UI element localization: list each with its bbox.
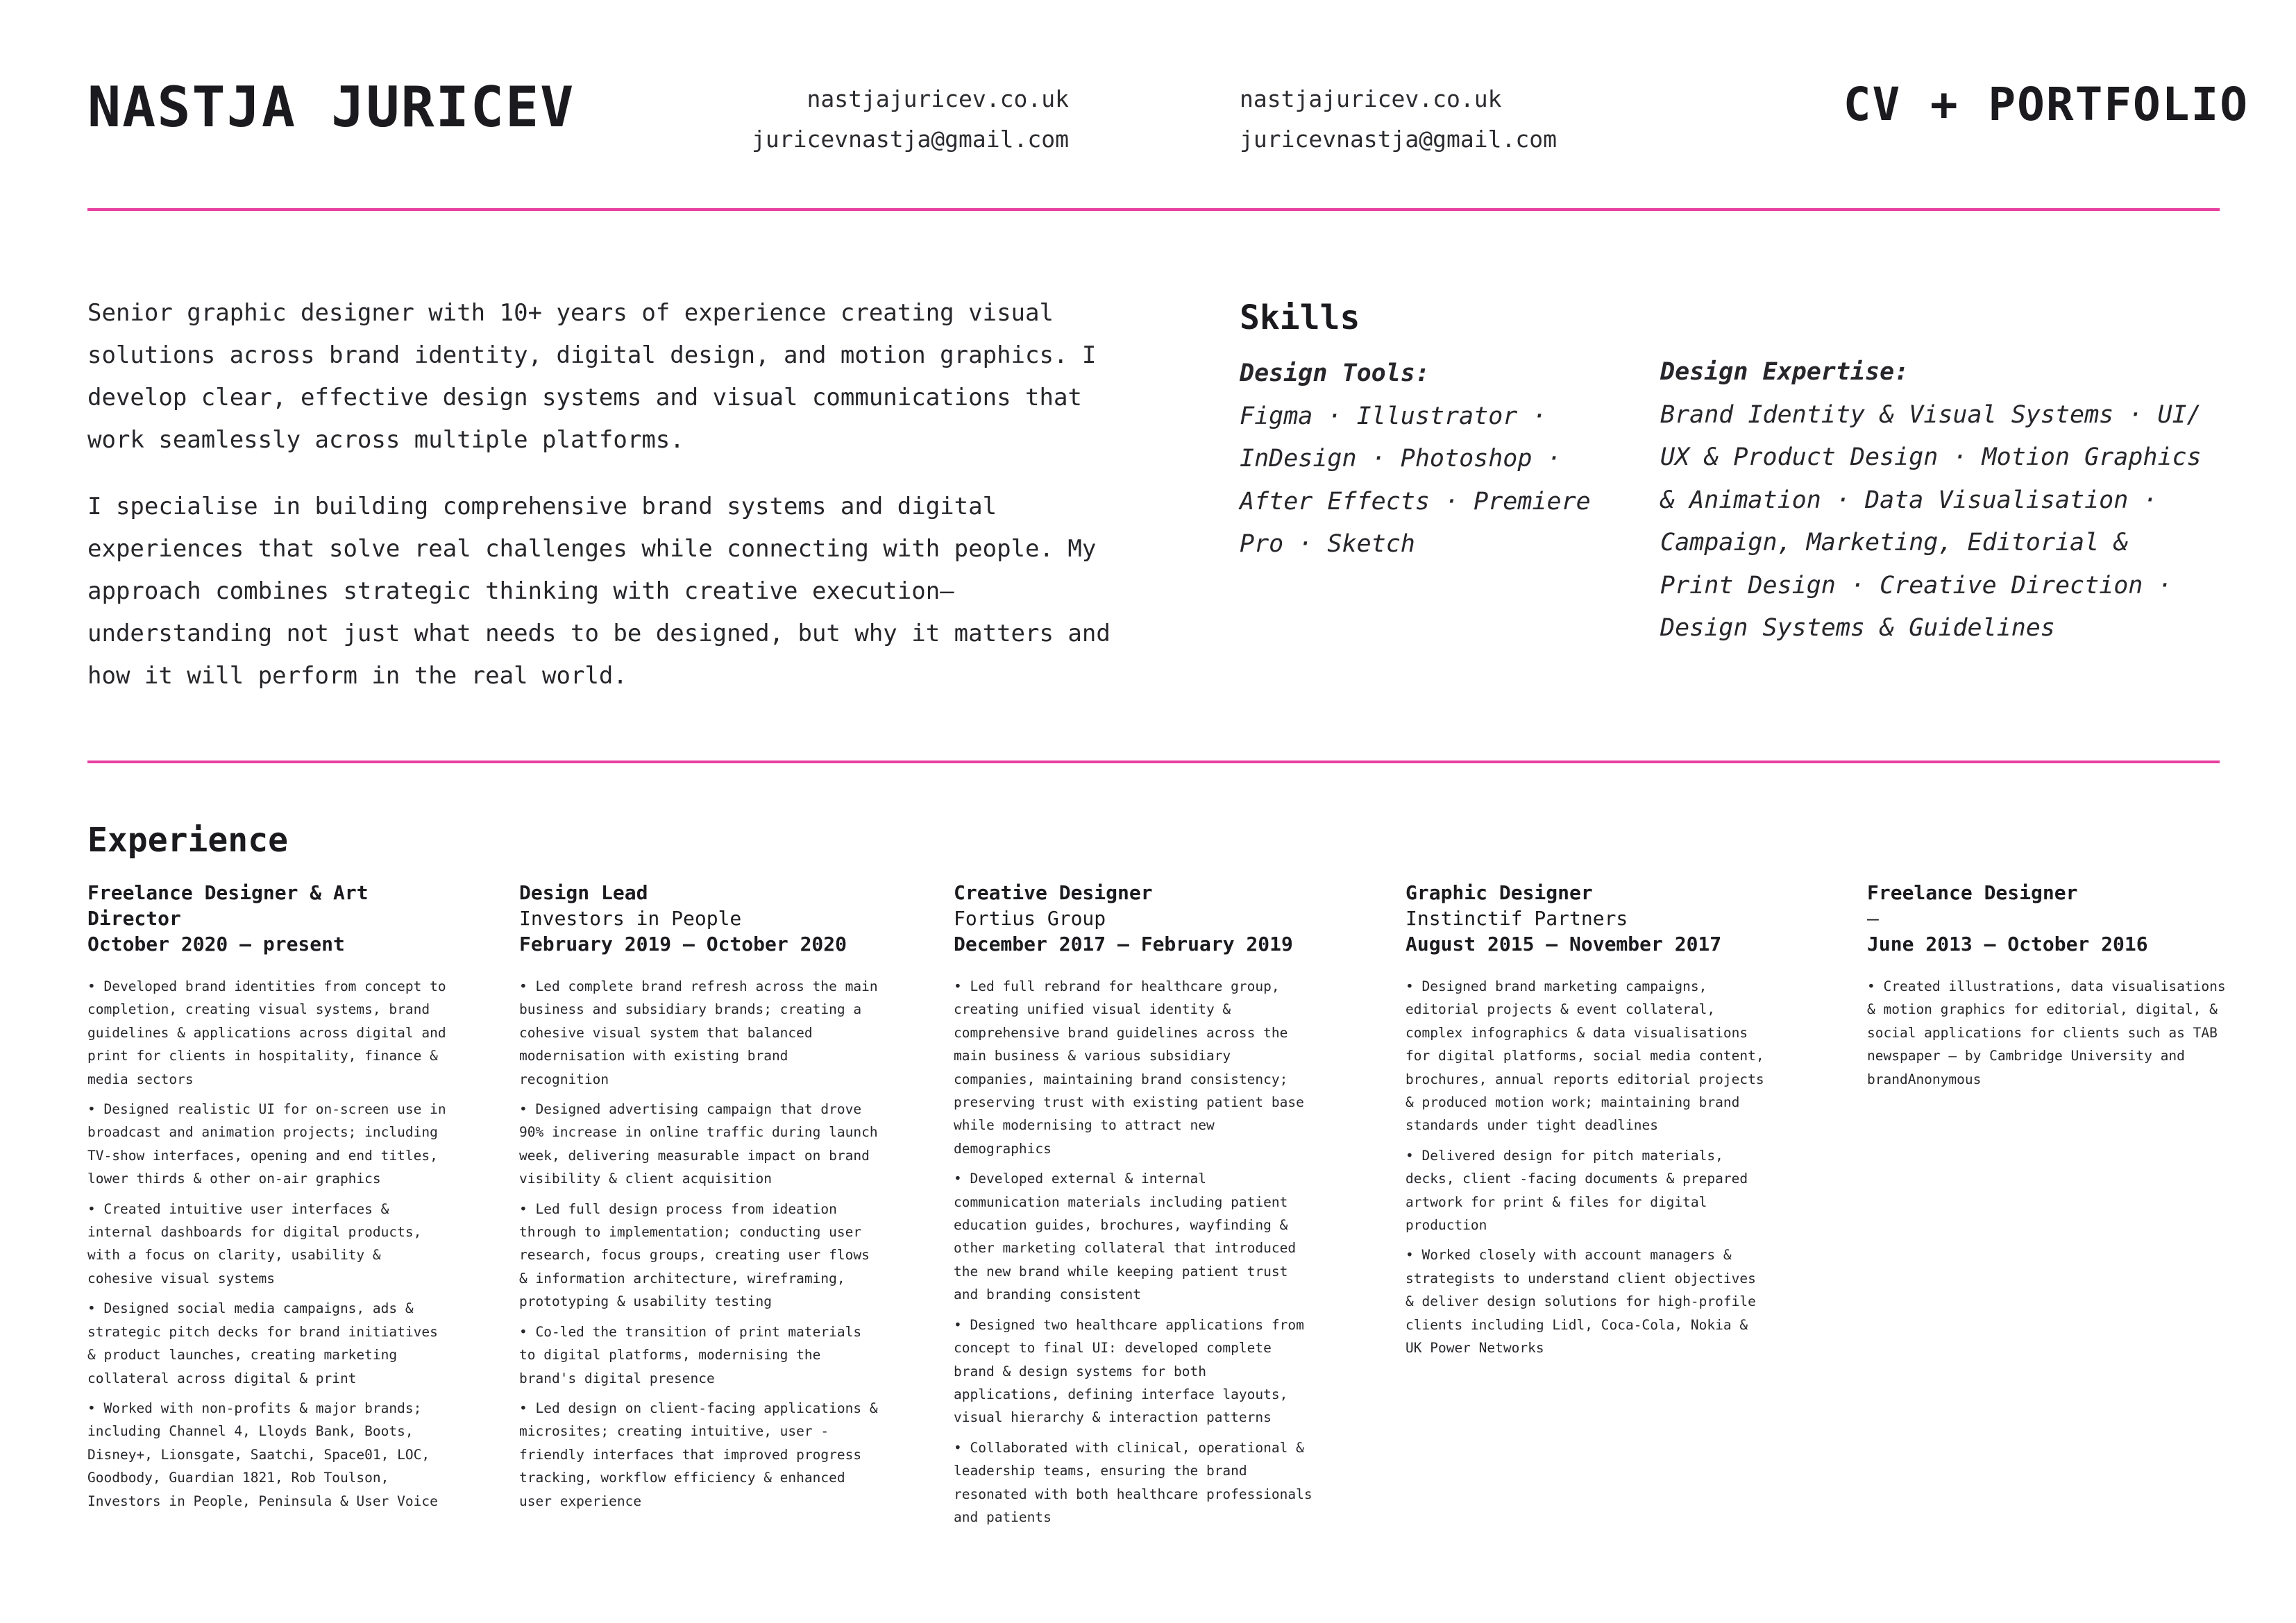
job-entry <box>87 880 448 1520</box>
design-expertise-list: Brand Identity & Visual Systems · UI/ UX & Product Design · Motion Graphics & Animation · Data Visualisation · Campaign, Marketing, Editorial & Print Design · Creative Direction · Design Systems & Guidelines <box>1660 400 2202 642</box>
website-link[interactable]: nastjajuricev.co.uk <box>1240 85 1502 112</box>
summary-paragraph: Senior graphic designer with 10+ years of experience creating visual solutions across brand identity, digital design, and motion graphics. I develop clear, effective design systems and visual communications that work seamlessly across multiple platforms. <box>87 299 1097 454</box>
job-role: Freelance Designer <box>1867 881 2078 904</box>
job-bullets <box>1867 975 2228 1091</box>
job-dates: October 2020 – present <box>87 933 345 955</box>
design-expertise-label: Design Expertise: <box>1660 358 1909 386</box>
email-link[interactable]: juricevnastja@gmail.com <box>752 126 1069 153</box>
design-tools <box>1240 352 1601 566</box>
job-bullet: • Collaborated with clinical, operational & leadership teams, ensuring the brand resonated with both healthcare professionals and patients <box>954 1436 1315 1529</box>
job-dates: August 2015 – November 2017 <box>1406 933 1722 955</box>
job-bullet: • Led complete brand refresh across the main business and subsidiary brands; creating a cohesive visual system that balanced modernisation with existing brand recognition <box>519 975 880 1091</box>
job-bullet: • Worked with non-profits & major brands; including Channel 4, Lloyds Bank, Boots, Disney+, Lionsgate, Saatchi, Space01, LOC, Goodbody, Guardian 1821, Rob Toulson, Investors in People, Peninsula & User Voice <box>87 1397 448 1513</box>
job-dates: February 2019 – October 2020 <box>519 933 847 955</box>
email-link[interactable]: juricevnastja@gmail.com <box>1240 126 1557 153</box>
job-bullet: • Delivered design for pitch materials, decks, client -facing documents & prepared artwork for print & files for digital production <box>1406 1144 1766 1237</box>
job-bullet: • Developed brand identities from concept to completion, creating visual systems, brand guidelines & applications across digital and print for clients in hospitality, finance & media sectors <box>87 975 448 1091</box>
job-bullet: • Worked closely with account managers & strategists to understand client objectives & deliver design solutions for high-profile clients including Lidl, Coca-Cola, Nokia & UK Power Networks <box>1406 1243 1766 1359</box>
job-bullet: • Designed social media campaigns, ads & strategic pitch decks for brand initiatives & product launches, creating marketing collateral across digital & print <box>87 1297 448 1390</box>
job-role: Creative Designer <box>954 881 1153 904</box>
job-bullet: • Led design on client-facing applications & microsites; creating intuitive, user -friendly interfaces that improved progress tracking, workflow efficiency & enhanced user experience <box>519 1397 880 1513</box>
job-entry <box>519 880 880 1520</box>
job-bullet: • Designed brand marketing campaigns, editorial projects & event collateral, complex infographics & data visualisations for digital platforms, social media content, brochures, annual reports editorial projects & produced motion work; maintaining brand standards under tight deadlines <box>1406 975 1766 1137</box>
website-link[interactable]: nastjajuricev.co.uk <box>807 85 1069 112</box>
job-bullet: • Developed external & internal communication materials including patient education guides, brochures, wayfinding & other marketing collateral that introduced the new brand while keeping patient trust and branding consistent <box>954 1167 1315 1306</box>
job-bullet: • Created intuitive user interfaces & internal dashboards for digital products, with a focus on clarity, usability & cohesive visual systems <box>87 1198 448 1291</box>
job-company: Fortius Group <box>954 907 1106 930</box>
job-bullets <box>519 975 880 1513</box>
job-entry <box>954 880 1315 1536</box>
design-tools-label: Design Tools: <box>1240 359 1430 387</box>
job-dates: December 2017 – February 2019 <box>954 933 1293 955</box>
job-entry <box>1867 880 2228 1098</box>
job-bullet: • Created illustrations, data visualisations & motion graphics for editorial, digital, & social applications for clients such as TAB newspaper – by Cambridge University and brandAnonymous <box>1867 975 2228 1091</box>
job-bullets <box>87 975 448 1513</box>
experience-heading: Experience <box>87 821 288 860</box>
job-bullet: • Led full rebrand for healthcare group, creating unified visual identity & comprehensive brand guidelines across the main business & various subsidiary companies, maintaining brand consistency; preserving trust with existing patient base while modernising to attract new demographics <box>954 975 1315 1160</box>
job-bullets <box>954 975 1315 1529</box>
job-dates: June 2013 – October 2016 <box>1867 933 2148 955</box>
job-company: – <box>1867 907 1879 930</box>
design-tools-list: Figma · Illustrator · InDesign · Photoshop · After Effects · Premiere Pro · Sketch <box>1240 402 1591 558</box>
job-company: Instinctif Partners <box>1406 907 1628 930</box>
contact-block-right <box>1240 79 1557 160</box>
skills-heading: Skills <box>1240 298 1360 337</box>
job-role: Design Lead <box>519 881 648 904</box>
job-bullet: • Designed two healthcare applications from concept to final UI: developed complete brand & design systems for both applications, defining interface layouts, visual hierarchy & interaction patterns <box>954 1314 1315 1429</box>
job-entry <box>1406 880 1766 1367</box>
summary-paragraph: I specialise in building comprehensive brand systems and digital experiences that solve real challenges while connecting with people. My approach combines strategic thinking with creative execution—understanding not just what needs to be designed, but why it matters and how it will perform in the real world. <box>87 493 1111 690</box>
job-bullets <box>1406 975 1766 1360</box>
job-bullet: • Designed advertising campaign that drove 90% increase in online traffic during launch week, delivering measurable impact on brand visibility & client acquisition <box>519 1098 880 1191</box>
candidate-name: NASTJA JURICEV <box>87 75 575 139</box>
document-title: CV + PORTFOLIO <box>1843 78 2249 131</box>
contact-block-left <box>722 79 1069 160</box>
job-role: Graphic Designer <box>1406 881 1593 904</box>
design-expertise <box>1660 351 2215 650</box>
job-company: Investors in People <box>519 907 742 930</box>
job-bullet: • Designed realistic UI for on-screen use in broadcast and animation projects; including TV-show interfaces, opening and end titles, lower thirds & other on-air graphics <box>87 1098 448 1191</box>
job-bullet: • Led full design process from ideation through to implementation; conducting user research, focus groups, creating user flows & information architecture, wireframing, prototyping & usability testing <box>519 1198 880 1314</box>
header-divider <box>87 208 2220 211</box>
section-divider <box>87 760 2220 763</box>
summary <box>87 292 1129 722</box>
job-role: Freelance Designer & Art Director <box>87 881 369 930</box>
job-bullet: • Co-led the transition of print materials to digital platforms, modernising the brand's digital presence <box>519 1320 880 1390</box>
